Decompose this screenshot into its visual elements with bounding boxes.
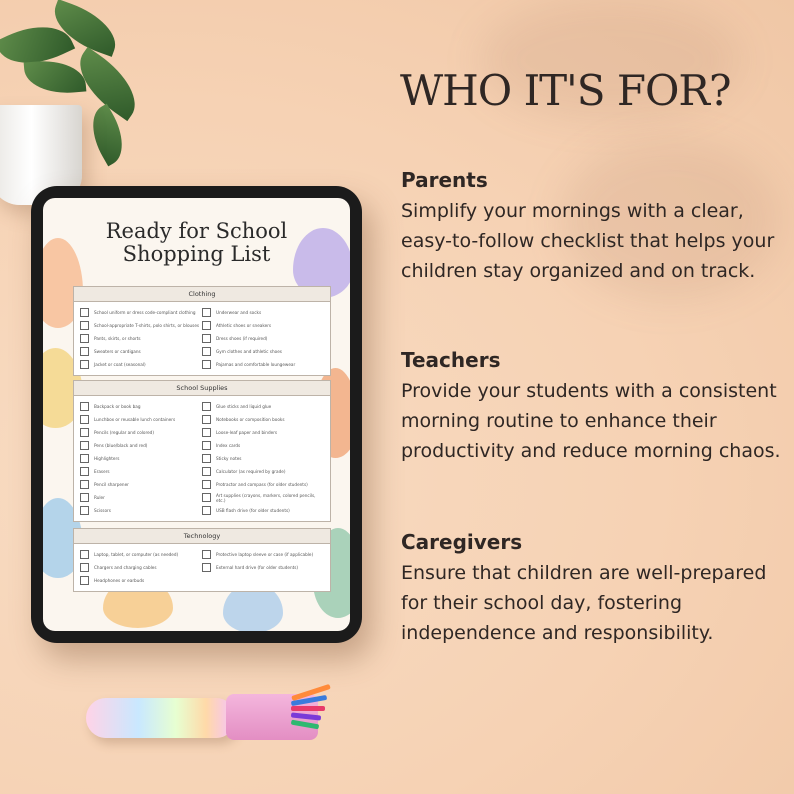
- checklist-item[interactable]: [80, 413, 202, 426]
- checklist-item[interactable]: [202, 452, 324, 465]
- checkbox-icon[interactable]: [80, 347, 89, 356]
- checkbox-icon[interactable]: [202, 550, 211, 559]
- audience-caregivers: [401, 530, 781, 648]
- section-clothing: [73, 286, 331, 376]
- leaf-icon: [24, 57, 87, 96]
- checklist-item[interactable]: [80, 548, 202, 561]
- checkbox-icon[interactable]: [80, 321, 89, 330]
- checklist-item[interactable]: [80, 332, 202, 345]
- checkbox-icon[interactable]: [80, 360, 89, 369]
- checklist-item[interactable]: [80, 465, 202, 478]
- checkbox-icon[interactable]: [202, 321, 211, 330]
- checklist-item-label: Art supplies (crayons, markers, colored pencils, etc.): [216, 492, 316, 503]
- checkbox-icon[interactable]: [202, 506, 211, 515]
- checklist-item[interactable]: [202, 332, 324, 345]
- checklist-item-label: Erasers: [94, 469, 110, 474]
- tube-body: [86, 698, 236, 738]
- checklist-item-label: Pencils (regular and colored): [94, 430, 154, 435]
- checkbox-icon[interactable]: [80, 563, 89, 572]
- checklist-item-label: External hard drive (for older students): [216, 565, 299, 570]
- checklist-item[interactable]: [80, 426, 202, 439]
- checklist-item-label: Calculator (as required by grade): [216, 469, 286, 474]
- checklist-item-label: Sticky notes: [216, 456, 242, 461]
- audience-teachers: [401, 348, 781, 466]
- section-school-supplies: [73, 380, 331, 522]
- audience-title: Caregivers: [401, 530, 523, 554]
- checklist-item-label: Dress shoes (if required): [216, 336, 268, 341]
- checklist-item[interactable]: [80, 561, 202, 574]
- checklist-item-label: Underwear and socks: [216, 310, 262, 315]
- checklist-item[interactable]: [80, 319, 202, 332]
- title-line-2: Shopping List: [122, 242, 271, 266]
- checklist-title: [43, 220, 350, 266]
- checklist-item-label: Backpack or book bag: [94, 404, 141, 409]
- checklist-item[interactable]: [202, 319, 324, 332]
- checklist-item-label: Headphones or earbuds: [94, 578, 145, 583]
- checklist-item-label: Notebooks or composition books: [216, 417, 285, 422]
- checkbox-icon[interactable]: [80, 402, 89, 411]
- title-line-1: Ready for School: [105, 219, 288, 243]
- checklist-item[interactable]: [80, 345, 202, 358]
- audience-description: Simplify your mornings with a clear, easy-to-follow checklist that helps your children stay organized and on track.: [401, 200, 775, 282]
- checkbox-icon[interactable]: [80, 506, 89, 515]
- checklist-item[interactable]: [80, 400, 202, 413]
- checkbox-icon[interactable]: [202, 441, 211, 450]
- tablet-screen: [43, 198, 350, 631]
- section-title: Clothing: [74, 287, 330, 302]
- checklist-item[interactable]: [202, 465, 324, 478]
- checkbox-icon[interactable]: [202, 334, 211, 343]
- section-technology: [73, 528, 331, 592]
- audience-parents: [401, 168, 781, 286]
- checklist-item[interactable]: [202, 306, 324, 319]
- checkbox-icon[interactable]: [80, 467, 89, 476]
- checkbox-icon[interactable]: [80, 428, 89, 437]
- checkbox-icon[interactable]: [202, 454, 211, 463]
- checklist-item-label: Jacket or coat (seasonal): [94, 362, 146, 367]
- checklist-item[interactable]: [80, 452, 202, 465]
- checklist-item-label: Pencil sharpener: [94, 482, 129, 487]
- checklist-item-label: Pajamas and comfortable loungewear: [216, 362, 296, 367]
- checklist-item[interactable]: [202, 345, 324, 358]
- checkbox-icon[interactable]: [202, 415, 211, 424]
- checklist-item-label: Loose-leaf paper and binders: [216, 430, 278, 435]
- checklist-item[interactable]: [80, 358, 202, 371]
- checklist-item-label: Index cards: [216, 443, 241, 448]
- page-title: WHO IT'S FOR?: [400, 66, 731, 115]
- checklist-item[interactable]: [202, 548, 324, 561]
- checkbox-icon[interactable]: [202, 360, 211, 369]
- checklist-item-label: School-appropriate T-shirts, polo shirts, or blouses: [94, 323, 200, 328]
- checklist-item-label: Pants, skirts, or shorts: [94, 336, 141, 341]
- checkbox-icon[interactable]: [80, 493, 89, 502]
- checklist-item-label: Chargers and charging cables: [94, 565, 157, 570]
- checkbox-icon[interactable]: [80, 550, 89, 559]
- checklist-item-label: Highlighters: [94, 456, 120, 461]
- checklist-item-label: Laptop, tablet, or computer (as needed): [94, 552, 179, 557]
- checkbox-icon[interactable]: [202, 347, 211, 356]
- checkbox-icon[interactable]: [202, 563, 211, 572]
- checklist-item[interactable]: [80, 478, 202, 491]
- checklist-item[interactable]: [80, 306, 202, 319]
- checklist-item[interactable]: [202, 358, 324, 371]
- checkbox-icon[interactable]: [202, 467, 211, 476]
- checklist-item-label: Athletic shoes or sneakers: [216, 323, 272, 328]
- checklist-item[interactable]: [80, 439, 202, 452]
- checkbox-icon[interactable]: [80, 441, 89, 450]
- checklist-item[interactable]: [202, 400, 324, 413]
- checklist-item-label: Glue sticks and liquid glue: [216, 404, 272, 409]
- tablet-device: [31, 186, 362, 643]
- audience-title: Parents: [401, 168, 488, 192]
- checklist-item-label: Gym clothes and athletic shoes: [216, 349, 282, 354]
- audience-description: Provide your students with a consistent morning routine to enhance their productivity and reduce morning chaos.: [401, 380, 781, 462]
- checklist-item[interactable]: [202, 439, 324, 452]
- checklist-item[interactable]: [80, 491, 202, 504]
- checkbox-icon[interactable]: [80, 454, 89, 463]
- section-title: Technology: [74, 529, 330, 544]
- checklist-item[interactable]: [202, 413, 324, 426]
- checklist-item-label: Scissors: [94, 508, 111, 513]
- pencil-case-icon: [86, 686, 334, 738]
- checklist-item-label: Pens (blue/black and red): [94, 443, 148, 448]
- pencil: [291, 706, 325, 711]
- plant-pot-icon: [0, 0, 160, 210]
- checkbox-icon[interactable]: [80, 334, 89, 343]
- audience-description: Ensure that children are well-prepared for their school day, fostering independence and responsibility.: [401, 562, 767, 644]
- checkbox-icon[interactable]: [202, 428, 211, 437]
- checkbox-icon[interactable]: [202, 402, 211, 411]
- checkbox-icon[interactable]: [80, 480, 89, 489]
- checklist-item[interactable]: [202, 561, 324, 574]
- checklist-item[interactable]: [80, 574, 202, 587]
- checklist-item-label: Lunchbox or reusable lunch containers: [94, 417, 176, 422]
- checkbox-icon[interactable]: [202, 480, 211, 489]
- audience-title: Teachers: [401, 348, 501, 372]
- checkbox-icon[interactable]: [202, 308, 211, 317]
- checkbox-icon[interactable]: [80, 308, 89, 317]
- checklist-item-label: School uniform or dress code-compliant clothing: [94, 310, 196, 315]
- checkbox-icon[interactable]: [202, 493, 211, 502]
- checklist-item-label: Sweaters or cardigans: [94, 349, 141, 354]
- checkbox-icon[interactable]: [80, 415, 89, 424]
- checklist-item[interactable]: [202, 491, 324, 504]
- section-title: School Supplies: [74, 381, 330, 396]
- checklist-item[interactable]: [202, 504, 324, 517]
- checklist-item[interactable]: [202, 478, 324, 491]
- checklist-item-label: Ruler: [94, 495, 105, 500]
- checklist-item-label: Protractor and compass (for older students): [216, 482, 308, 487]
- checklist-item[interactable]: [80, 504, 202, 517]
- checkbox-icon[interactable]: [80, 576, 89, 585]
- checklist-item[interactable]: [202, 426, 324, 439]
- checklist-item-label: USB flash drive (for older students): [216, 508, 290, 513]
- checklist-item-label: Protective laptop sleeve or case (if applicable): [216, 552, 314, 557]
